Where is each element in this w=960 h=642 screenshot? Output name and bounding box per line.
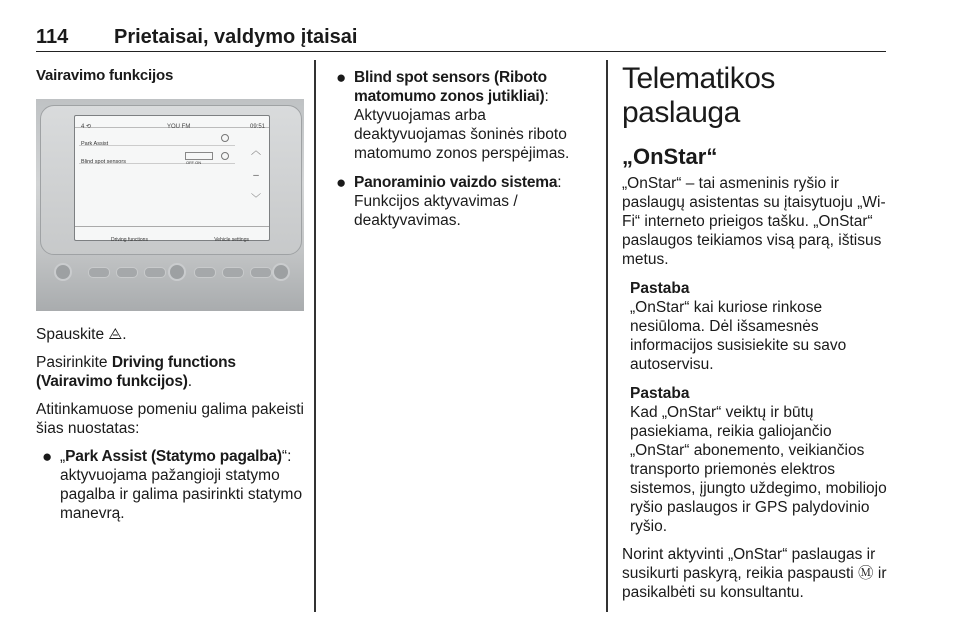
scroll-controls	[249, 140, 263, 212]
menu-reference: Blind spot sensors (Riboto matomumo zonos jutikliai)	[354, 69, 547, 105]
onstar-button-icon: Ⓜ	[858, 565, 874, 582]
control-buttons	[46, 257, 296, 287]
paragraph: Atitinkamuose pomeniu galima pakeisti šias nuostatas:	[36, 401, 304, 437]
bullet-icon: ●	[336, 173, 347, 192]
screen-footer	[75, 226, 269, 243]
paragraph: „OnStar“ – tai asmeninis ryšio ir paslaugų asistentas su įtaisytuoju „Wi-Fi“ interneto prieigos tašku. „OnStar“ paslaugos teikiamos visą parą, ištisus metus.	[622, 175, 886, 268]
menu-reference: Panoraminio vaizdo sistema	[354, 174, 558, 191]
text: : Funkcijos aktyvavimas / deaktyvavimas.	[354, 174, 562, 229]
list-item	[330, 173, 592, 230]
page-number: 114	[36, 26, 69, 48]
note-heading: Pastaba	[630, 385, 690, 402]
column-divider	[314, 60, 316, 612]
column-middle	[330, 60, 592, 230]
screen-tab-driving: Driving functions	[111, 237, 148, 243]
list-item	[36, 447, 304, 523]
console-button	[250, 267, 272, 278]
screen-row-blind-spot	[79, 148, 235, 164]
paragraph	[622, 545, 890, 602]
screen-tab-vehicle: Vehicle settings	[214, 237, 249, 243]
column-left	[36, 60, 304, 523]
text: ir pasikalbėti su konsultantu.	[622, 565, 887, 601]
scroll-indicator-icon: –	[253, 170, 259, 181]
bullet-icon: ●	[336, 68, 347, 87]
infotainment-photo	[36, 99, 304, 311]
menu-reference: Park Assist (Statymo pagalba)	[65, 448, 282, 465]
car-settings-icon: ⨺	[108, 326, 123, 343]
console-button	[222, 267, 244, 278]
section-subtitle: „OnStar“	[622, 144, 718, 169]
text: Norint aktyvinti „OnStar“ paslaugas ir susikurti paskyrą, reikia paspausti	[622, 546, 876, 582]
toggle-switch: OFF ON	[185, 152, 213, 160]
note-text: Kad „OnStar“ veiktų ir būtų pasiekiama, reikia galiojančio „OnStar“ abonemento, veikiančios transporto priemonės elektros sistemos, įjungto uždegimo, mobiliojo ryšio paslaugos ir GPS palydovinio ryšio.	[630, 404, 887, 535]
screen-clock: 09:51	[249, 124, 265, 130]
menu-reference: Driving functions (Vairavimo funkcijos)	[36, 354, 236, 390]
note-heading: Pastaba	[630, 280, 690, 297]
console-button	[194, 267, 216, 278]
console-button	[116, 267, 138, 278]
text: “: aktyvuojama pažangioji statymo pagalba ir galima pasirinkti statymo manevrą.	[60, 448, 303, 522]
section-heading: Vairavimo funkcijos	[36, 67, 174, 84]
paragraph	[36, 325, 304, 344]
infotainment-screen	[74, 115, 270, 241]
back-icon: 4 ⟲	[81, 124, 92, 130]
text: .	[187, 373, 193, 390]
section-title: Telematikos paslauga	[622, 62, 775, 129]
power-button	[272, 263, 290, 281]
page-title: Prietaisai, valdymo įtaisai	[114, 26, 358, 48]
bullet-icon: ●	[42, 447, 53, 466]
screen-row-park-assist	[79, 130, 235, 146]
text: .	[122, 326, 127, 343]
text: Pasirinkite	[36, 354, 112, 371]
screen-status-bar	[75, 116, 269, 128]
hazard-button	[54, 263, 72, 281]
screen-row-label: Blind spot sensors	[81, 159, 126, 165]
screen-row-label: Park Assist	[81, 141, 109, 147]
page-header	[36, 26, 886, 52]
info-icon	[221, 134, 229, 142]
paragraph	[36, 353, 304, 391]
screen-radio-label: YOU FM	[167, 124, 191, 130]
text: Spauskite	[36, 326, 109, 343]
column-divider	[606, 60, 608, 612]
info-icon	[221, 152, 229, 160]
note-text: „OnStar“ kai kuriose rinkose nesiūloma. Dėl išsamesnės informacijos susisiekite su savo autoservisu.	[630, 299, 847, 373]
console-button	[88, 267, 110, 278]
note-box	[622, 279, 890, 374]
text: „	[60, 448, 66, 465]
volume-knob	[168, 263, 186, 281]
column-right	[622, 60, 890, 602]
chevron-up-icon: ︿	[251, 146, 261, 157]
note-box	[622, 384, 890, 536]
text: : Aktyvuojamas arba deaktyvuojamas šoninės riboto matomumo zonos perspėjimas.	[354, 88, 570, 162]
chevron-down-icon: ﹀	[251, 194, 261, 205]
list-item	[330, 68, 592, 163]
console-button	[144, 267, 166, 278]
